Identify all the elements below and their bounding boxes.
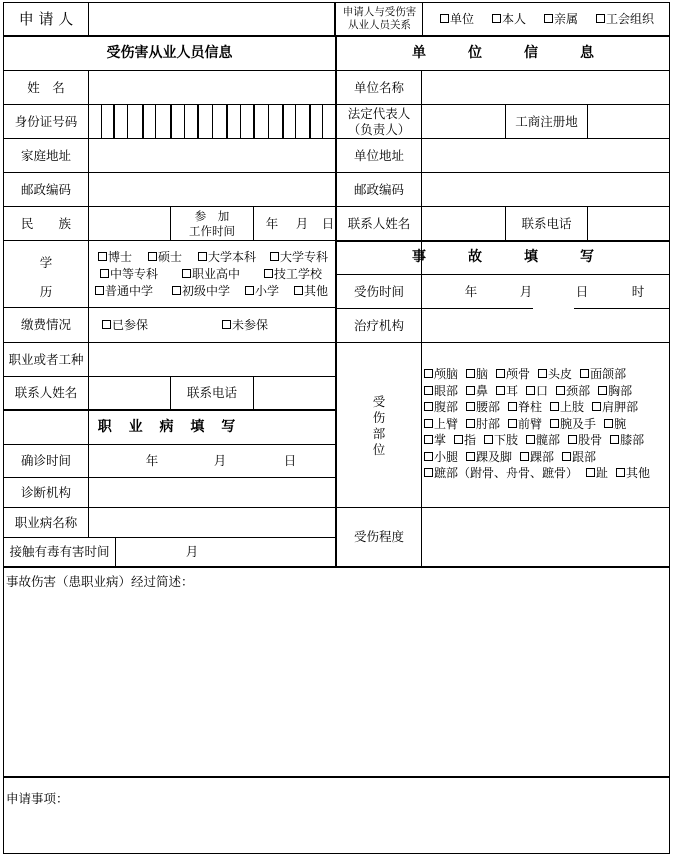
checkbox-icon	[424, 369, 433, 378]
checkbox-icon	[526, 386, 535, 395]
body-part-option[interactable]	[586, 466, 608, 480]
body-part-option-label: 脑	[476, 367, 489, 381]
body-part-option-label: 指	[464, 433, 477, 447]
checkbox-icon	[496, 369, 505, 378]
checkbox-icon	[592, 402, 601, 411]
checkbox-icon	[484, 435, 493, 444]
checkbox-icon	[526, 435, 535, 444]
edu-college[interactable]: 大学专科	[270, 249, 328, 265]
body-part-option-label: 髋部	[536, 433, 561, 447]
body-part-option[interactable]	[466, 417, 500, 431]
divider	[3, 566, 670, 568]
body-part-option-label: 前臂	[518, 416, 543, 431]
checkbox-icon	[492, 14, 501, 23]
severity-field[interactable]	[422, 508, 669, 566]
body-part-label-2: 伤	[372, 410, 386, 425]
insurance-uninsured[interactable]: 未参保	[222, 317, 268, 333]
divider	[422, 2, 423, 36]
body-part-option[interactable]	[424, 367, 458, 381]
frame-bottom	[3, 853, 670, 854]
body-part-option-label: 口	[536, 383, 549, 398]
body-part-option[interactable]	[466, 400, 500, 414]
occupation-field[interactable]	[89, 343, 335, 376]
body-part-option[interactable]	[424, 450, 458, 464]
work-start-day: 日	[321, 215, 335, 231]
relation-label-line1: 申请人与受伤害	[342, 5, 417, 18]
checkbox-icon	[98, 252, 107, 261]
narrative-label: 事故伤害（患职业病）经过简述：	[6, 574, 194, 590]
body-part-option[interactable]	[616, 466, 650, 480]
legal-rep-label-line1: 法定代表人	[347, 105, 411, 121]
edu-phd[interactable]: 博士	[98, 249, 132, 265]
body-part-option[interactable]	[526, 433, 560, 447]
edu-secondary-vocational[interactable]: 中等专科	[100, 266, 158, 282]
body-part-option[interactable]	[538, 367, 572, 381]
body-part-option[interactable]	[526, 384, 548, 398]
checkbox-icon	[550, 419, 559, 428]
id-digit-divider	[184, 104, 185, 138]
applicant-label: 申 请 人	[18, 9, 74, 28]
checkbox-icon	[100, 269, 109, 278]
body-part-option[interactable]	[484, 433, 518, 447]
id-digit-divider	[197, 104, 199, 138]
insurance-insured[interactable]: 已参保	[102, 317, 148, 333]
body-part-option-label: 趾	[596, 466, 609, 480]
divider	[3, 776, 670, 778]
employer-contact-name-label: 联系人姓名	[347, 215, 411, 231]
checkbox-icon	[466, 369, 475, 378]
edu-bachelor[interactable]: 大学本科	[198, 249, 256, 265]
checkbox-icon	[466, 452, 475, 461]
body-part-option-label: 脊柱	[518, 400, 543, 414]
frame-right	[669, 2, 670, 854]
body-part-option[interactable]	[508, 417, 542, 431]
id-digit-divider	[101, 104, 102, 138]
checkbox-icon	[270, 252, 279, 261]
body-part-row	[424, 465, 650, 482]
checkbox-icon	[264, 269, 273, 278]
checkbox-icon	[424, 468, 433, 477]
diagnosis-org-label: 诊断机构	[20, 484, 71, 500]
disease-name-field[interactable]	[89, 508, 335, 537]
employer-postcode-label: 邮政编码	[353, 181, 404, 197]
checkbox-icon	[466, 386, 475, 395]
checkbox-icon	[556, 386, 565, 395]
id-digit-divider	[155, 104, 156, 138]
body-part-option[interactable]	[508, 400, 542, 414]
occupation-label: 职业或者工种	[8, 351, 84, 367]
body-part-option[interactable]	[550, 417, 596, 431]
body-part-option-label: 踝部	[530, 449, 555, 464]
checkbox-icon	[182, 269, 191, 278]
checkbox-icon	[598, 386, 607, 395]
checkbox-icon	[508, 419, 517, 428]
edu-high-school[interactable]: 普通中学	[95, 283, 153, 299]
relation-option-relative[interactable]: 亲属	[544, 11, 578, 27]
checkbox-icon	[294, 286, 303, 295]
body-part-option-label: 面颌部	[590, 367, 627, 381]
body-part-row	[424, 449, 596, 466]
education-label-2: 历	[39, 284, 53, 300]
body-part-row	[424, 416, 626, 433]
checkbox-icon	[610, 435, 619, 444]
id-label: 身份证号码	[14, 113, 78, 129]
checkbox-icon	[148, 252, 157, 261]
checkbox-icon	[466, 419, 475, 428]
body-part-option[interactable]	[454, 433, 476, 447]
body-part-option[interactable]	[592, 400, 638, 414]
body-part-row	[424, 432, 644, 449]
body-part-option-label: 跟部	[572, 449, 597, 464]
checkbox-icon	[245, 286, 254, 295]
checkbox-icon	[580, 369, 589, 378]
injured-contact-phone-label: 联系电话	[186, 385, 237, 401]
accident-header: 事 故 填 写	[412, 249, 608, 266]
body-part-option-label: 耳	[506, 383, 519, 398]
checkbox-icon	[586, 468, 595, 477]
body-part-option-label: 胸部	[608, 383, 633, 398]
body-part-row	[424, 383, 632, 400]
body-part-option[interactable]	[466, 450, 512, 464]
body-part-row	[424, 366, 626, 383]
legal-rep-label-line2: （负责人）	[347, 121, 411, 137]
checkbox-icon	[496, 386, 505, 395]
checkbox-icon	[544, 14, 553, 23]
body-part-option[interactable]	[424, 417, 458, 431]
checkbox-icon	[616, 468, 625, 477]
id-digit-divider	[295, 104, 296, 138]
diagnosis-month: 月	[213, 453, 227, 469]
checkbox-icon	[562, 452, 571, 461]
body-part-label-1: 受	[372, 394, 386, 409]
body-part-option-label: 腕	[614, 416, 627, 431]
id-digit-divider	[282, 104, 284, 138]
id-digit-divider	[226, 104, 228, 138]
body-part-option-label: 颈部	[566, 383, 591, 398]
relation-label	[337, 3, 422, 35]
diagnosis-time-label: 确诊时间	[20, 453, 71, 469]
address-field[interactable]	[89, 139, 335, 172]
body-part-option[interactable]	[424, 400, 458, 414]
checkbox-icon	[424, 452, 433, 461]
name-field[interactable]	[89, 71, 335, 104]
edu-junior-high[interactable]: 初级中学	[172, 283, 230, 299]
body-part-option[interactable]	[496, 367, 530, 381]
insurance-label: 缴费情况	[20, 317, 71, 333]
registration-field[interactable]	[588, 105, 669, 138]
education-label-1: 学	[39, 255, 53, 271]
injury-hour: 时	[631, 283, 645, 299]
id-digit-divider	[322, 104, 323, 138]
body-part-option[interactable]	[496, 384, 518, 398]
id-digit-divider	[142, 104, 144, 138]
checkbox-icon	[550, 402, 559, 411]
checkbox-icon	[424, 386, 433, 395]
injury-time-label: 受伤时间	[353, 283, 404, 299]
body-part-option-label: 膝部	[620, 433, 645, 447]
body-part-option-label: 腕及手	[560, 416, 597, 431]
checkbox-icon	[95, 286, 104, 295]
body-part-option-label: 腹部	[434, 400, 459, 414]
checkbox-icon	[466, 402, 475, 411]
address-label: 家庭地址	[20, 147, 71, 163]
employer-name-label: 单位名称	[353, 79, 404, 95]
injured-contact-name-label: 联系人姓名	[14, 385, 78, 401]
body-part-option-label: 头皮	[548, 367, 573, 381]
injury-day: 日	[575, 283, 589, 299]
body-part-label	[337, 394, 421, 458]
diagnosis-year: 年	[145, 453, 159, 469]
checkbox-icon	[424, 402, 433, 411]
work-start-label-line1: 参 加	[194, 209, 230, 224]
checkbox-icon	[538, 369, 547, 378]
body-part-option[interactable]	[568, 433, 602, 447]
body-part-option-label: 股骨	[578, 433, 603, 447]
checkbox-icon	[102, 320, 111, 329]
injured-contact-phone-field[interactable]	[254, 377, 335, 409]
name-label: 姓 名	[27, 79, 65, 95]
body-part-row	[424, 399, 638, 416]
body-part-option-label: 肘部	[476, 416, 501, 431]
checkbox-icon	[424, 435, 433, 444]
body-part-option-label: 上肢	[560, 400, 585, 414]
severity-label: 受伤程度	[353, 529, 404, 545]
body-part-option[interactable]	[580, 367, 626, 381]
employer-header: 单 位 信 息	[412, 45, 608, 62]
body-part-option-label: 颅骨	[506, 367, 531, 381]
exposure-month: 月	[185, 544, 199, 560]
id-digit-divider	[113, 104, 115, 138]
legal-rep-label	[337, 105, 421, 138]
id-digit-divider	[240, 104, 241, 138]
divider	[334, 2, 336, 36]
relation-option-unit[interactable]: 单位	[440, 11, 474, 27]
body-part-option[interactable]	[550, 400, 584, 414]
id-digit-divider	[268, 104, 269, 138]
body-part-option-label: 下肢	[494, 433, 519, 447]
body-part-option[interactable]	[466, 367, 488, 381]
ethnicity-label: 民 族	[20, 215, 71, 231]
checkbox-icon	[440, 14, 449, 23]
injured-info-header: 受伤害从业人员信息	[106, 45, 233, 62]
id-digit-divider	[212, 104, 213, 138]
diagnosis-org-field[interactable]	[89, 478, 335, 507]
postcode-field[interactable]	[89, 173, 335, 206]
postcode-label: 邮政编码	[20, 181, 71, 197]
relation-option-self[interactable]: 本人	[492, 11, 526, 27]
injury-year: 年	[464, 283, 478, 299]
diagnosis-day: 日	[283, 453, 297, 469]
checkbox-icon	[520, 452, 529, 461]
applicant-field[interactable]	[89, 3, 334, 35]
divider	[253, 206, 254, 240]
checkbox-icon	[604, 419, 613, 428]
body-part-option-label: 其他	[626, 466, 651, 480]
id-digit-divider	[309, 104, 311, 138]
body-part-option-label: 掌	[434, 433, 447, 447]
body-part-option[interactable]	[520, 450, 554, 464]
injured-contact-name-field[interactable]	[89, 377, 170, 409]
body-part-label-4: 位	[372, 442, 386, 457]
relation-label-line2: 从业人员关系	[348, 19, 411, 31]
edu-technical-school[interactable]: 技工学校	[264, 266, 322, 282]
narrative-field[interactable]	[4, 594, 668, 774]
checkbox-icon	[596, 14, 605, 23]
registration-label: 工商注册地	[515, 113, 578, 129]
body-part-option[interactable]	[562, 450, 596, 464]
checkbox-icon	[508, 402, 517, 411]
divider	[115, 537, 116, 566]
checkbox-icon	[454, 435, 463, 444]
request-field[interactable]	[4, 812, 668, 852]
body-part-option-label: 鼻	[476, 383, 489, 398]
treatment-field[interactable]	[422, 309, 669, 342]
id-digit-divider	[170, 104, 172, 138]
employer-contact-phone-field[interactable]	[588, 207, 669, 240]
body-part-option[interactable]	[610, 433, 644, 447]
body-part-option-label: 颅脑	[434, 367, 459, 381]
body-part-option-label: 眼部	[434, 383, 459, 398]
divider	[3, 240, 336, 241]
checkbox-icon	[568, 435, 577, 444]
treatment-label: 治疗机构	[353, 317, 404, 333]
work-start-year: 年	[265, 215, 279, 231]
body-part-option-label: 踝及脚	[476, 449, 513, 464]
body-part-option[interactable]	[466, 384, 488, 398]
edu-master[interactable]: 硕士	[148, 249, 182, 265]
employer-address-field[interactable]	[422, 139, 669, 172]
body-part-option[interactable]	[424, 384, 458, 398]
id-digit-divider	[127, 104, 128, 138]
request-label: 申请事项：	[6, 791, 69, 807]
employer-name-field[interactable]	[422, 71, 669, 104]
body-part-option-label: 肩胛部	[602, 400, 639, 414]
checkbox-icon	[424, 419, 433, 428]
body-part-option-label: 蹠部（跗骨、舟骨、蹠骨）	[434, 466, 579, 480]
divider	[336, 342, 670, 343]
relation-option-union[interactable]: 工会组织	[596, 11, 654, 27]
exposure-time-label: 接触有毒有害时间	[9, 544, 110, 560]
body-part-option-label: 小腿	[434, 449, 459, 464]
employer-postcode-field[interactable]	[422, 173, 669, 206]
edu-vocational-high[interactable]: 职业高中	[182, 266, 240, 282]
disease-name-label: 职业病名称	[14, 514, 78, 530]
legal-rep-field[interactable]	[422, 105, 505, 138]
employer-contact-name-field[interactable]	[422, 207, 505, 240]
body-part-option[interactable]	[424, 466, 578, 480]
id-digit-divider	[253, 104, 255, 138]
body-part-option[interactable]	[604, 417, 626, 431]
ethnicity-field[interactable]	[89, 207, 170, 240]
checkbox-icon	[172, 286, 181, 295]
body-part-option[interactable]	[424, 433, 446, 447]
employer-address-label: 单位地址	[353, 147, 404, 163]
checkbox-icon	[198, 252, 207, 261]
body-part-option-label: 上臂	[434, 416, 459, 431]
body-part-label-3: 部	[372, 426, 386, 441]
edu-primary[interactable]: 小学	[245, 283, 279, 299]
body-part-option[interactable]	[598, 384, 632, 398]
injury-month: 月	[519, 283, 533, 299]
body-part-option-label: 腰部	[476, 400, 501, 414]
body-part-option[interactable]	[556, 384, 590, 398]
work-start-month: 月	[295, 215, 309, 231]
disease-header: 职 业 病 填 写	[97, 418, 242, 435]
work-start-label-line2: 工作时间	[189, 223, 235, 238]
checkbox-icon	[222, 320, 231, 329]
work-start-label	[171, 207, 253, 240]
edu-other[interactable]: 其他	[294, 283, 328, 299]
employer-contact-phone-label: 联系电话	[521, 215, 572, 231]
